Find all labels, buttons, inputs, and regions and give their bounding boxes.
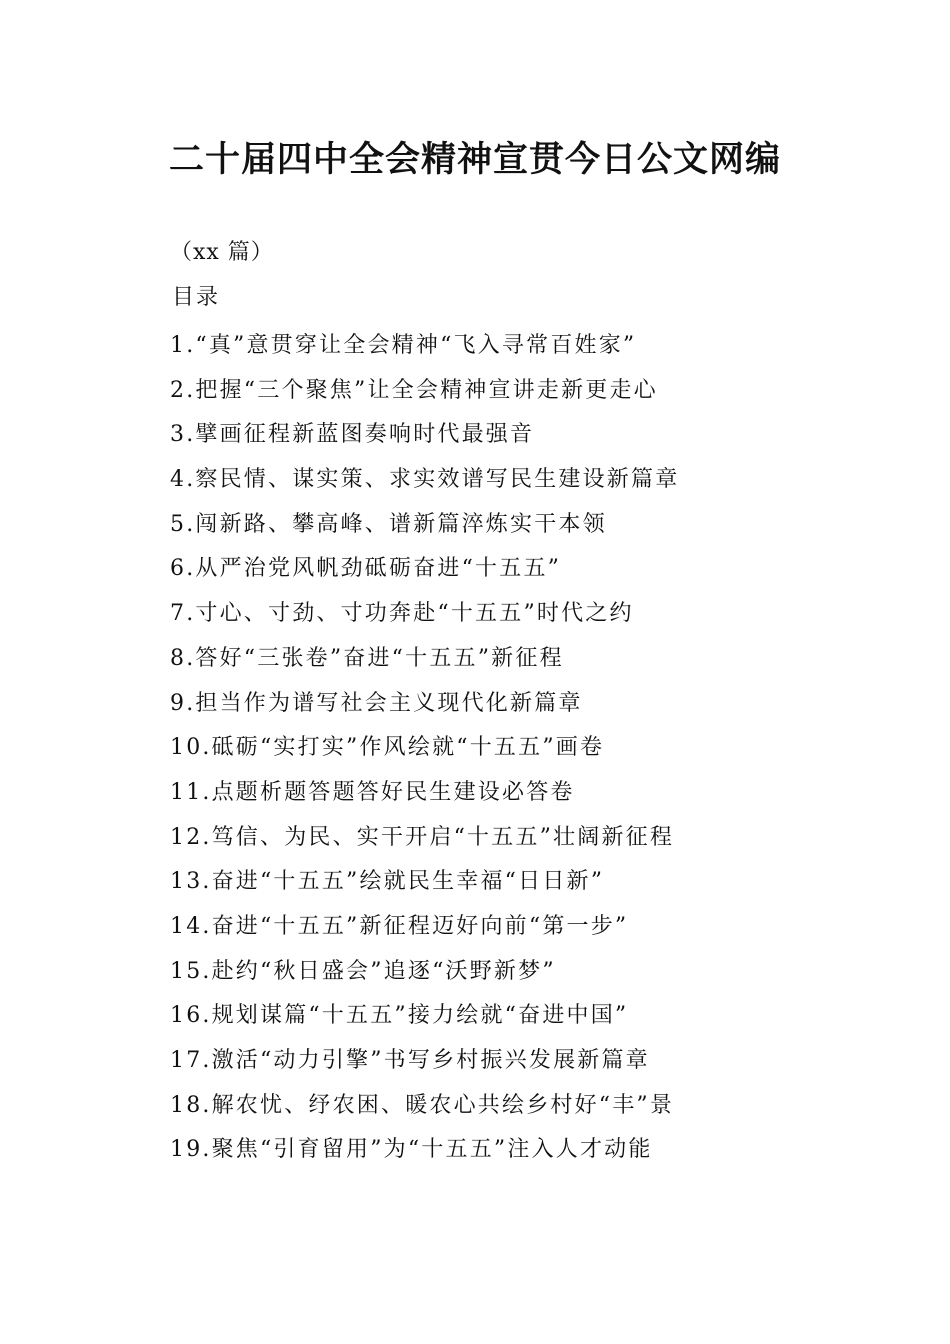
toc-heading: 目录 <box>172 285 221 310</box>
toc-item: 6.从严治党风帆劲砥砺奋进“十五五” <box>170 556 562 582</box>
toc-item: 2.把握“三个聚焦”让全会精神宣讲走新更走心 <box>170 377 658 403</box>
toc-item: 11.点题析题答题答好民生建设必答卷 <box>170 779 575 805</box>
toc-item: 4.察民情、谋实策、求实效谱写民生建设新篇章 <box>170 467 680 493</box>
toc-item: 13.奋进“十五五”绘就民生幸福“日日新” <box>170 869 605 895</box>
toc-item: 8.答好“三张卷”奋进“十五五”新征程 <box>170 645 564 671</box>
document-title: 二十届四中全会精神宣贯今日公文网编 <box>168 140 781 180</box>
toc-item: 1.“真”意贯穿让全会精神“飞入寻常百姓家” <box>170 333 637 358</box>
toc-item: 9.担当作为谱写社会主义现代化新篇章 <box>170 690 583 716</box>
toc-item: 3.擘画征程新蓝图奏响时代最强音 <box>170 422 535 448</box>
toc-item: 19.聚焦“引育留用”为“十五五”注入人才动能 <box>170 1137 653 1163</box>
toc-item: 7.寸心、寸劲、寸功奔赴“十五五”时代之约 <box>170 601 634 627</box>
toc-item: 16.规划谋篇“十五五”接力绘就“奋进中国” <box>170 1003 629 1029</box>
toc-item: 17.激活“动力引擎”书写乡村振兴发展新篇章 <box>170 1048 650 1073</box>
toc-item: 18.解农忧、纾农困、暖农心共绘乡村好“丰”景 <box>170 1092 675 1118</box>
toc-item: 15.赴约“秋日盛会”追逐“沃野新梦” <box>170 958 556 984</box>
toc-list <box>170 324 679 1173</box>
toc-item: 5.闯新路、攀高峰、谱新篇淬炼实干本领 <box>170 511 607 537</box>
toc-item: 14.奋进“十五五”新征程迈好向前“第一步” <box>170 913 629 939</box>
toc-item: 12.笃信、为民、实干开启“十五五”壮阔新征程 <box>170 824 675 850</box>
document-subtitle: （xx 篇） <box>170 240 274 265</box>
toc-item: 10.砥砺“实打实”作风绘就“十五五”画卷 <box>170 735 605 761</box>
